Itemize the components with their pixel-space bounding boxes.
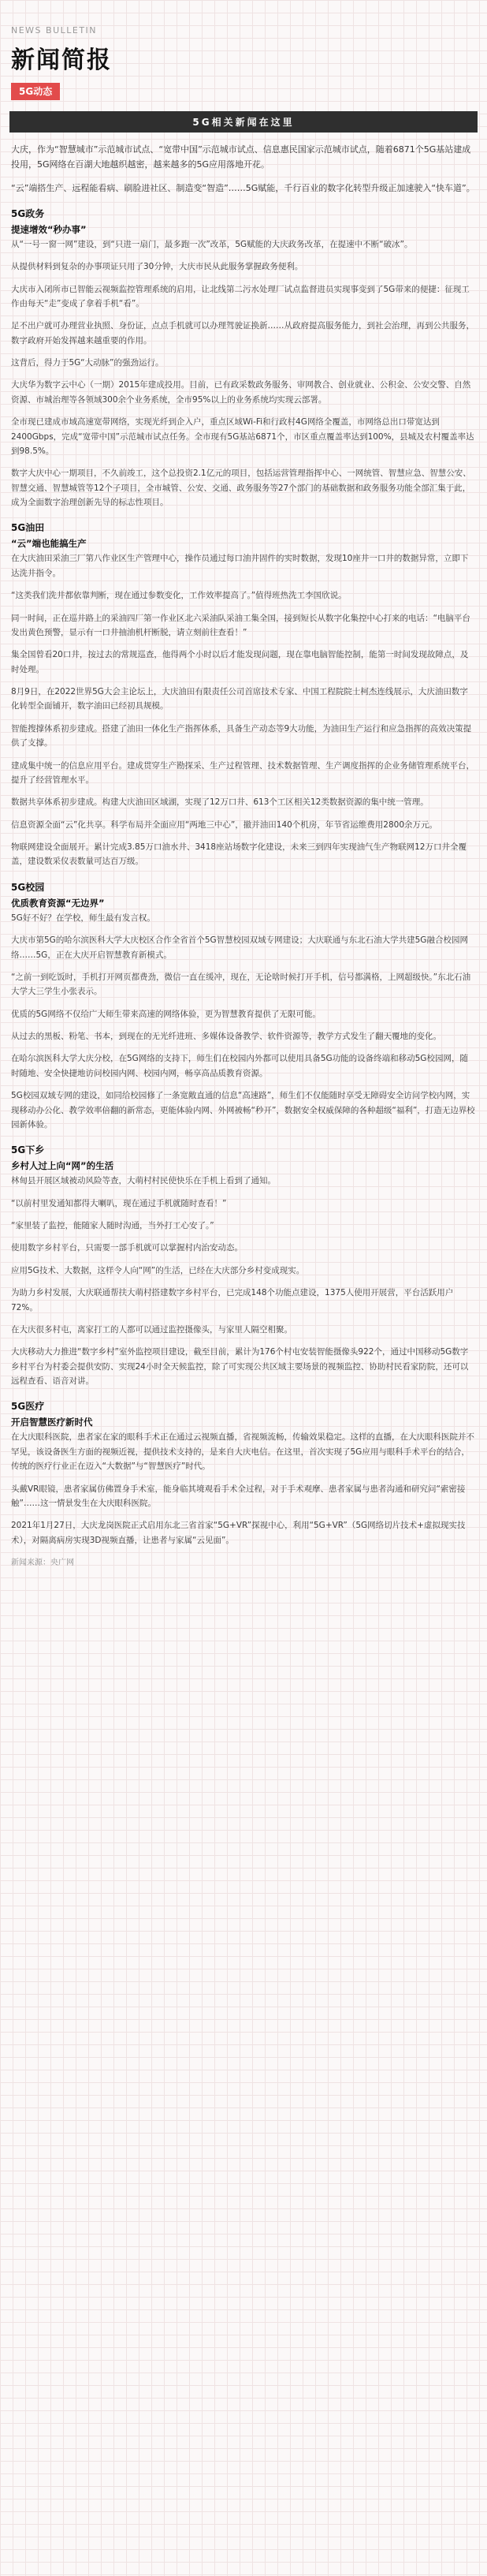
section-paragraph: 头戴VR眼镜，患者家属仿佛置身手术室，能身临其境观看手术全过程，对于手术观摩、患者家属与患者沟通和研究问“索密接触”……这一情景发生在大庆眼科医院。 <box>11 1484 466 1508</box>
source-note: 新闻来源：央广网 <box>11 1559 74 1567</box>
section-paragraph: 从“一号一窗一网”建设，到“只进一扇门，最多跑一次”改革，5G赋能的大庆政务改革，在提速中不断“破冰”。 <box>11 239 413 249</box>
intro-paragraph: 大庆，作为“智慧城市”示范城市试点、“宽带中国”示范城市试点、信息惠民国家示范城市试点，随着6871个5G基站建成投用，5G网络在百湖大地越织越密，越来越多的5G应用落地开花。 <box>11 144 471 170</box>
section-title: 5G校园 <box>11 881 45 893</box>
section-paragraph: 大庆华为数字云中心（一期）2015年建成投用。目前，已有政采数政务服务、审网教合、创业就业、公积金、公安交警、自然资源、市城治理等各领域300余个业务系统，全市95%以上的业务系统均实现云部署。 <box>11 380 471 405</box>
headline-banner: 5G相关新闻在这里 <box>9 111 478 133</box>
section-paragraph: 全市现已建成市域高速宽带网络，实现光纤到企入户，重点区域Wi-Fi和行政村4G网络全覆盖，市网络总出口带宽达到2400Gbps，完成“宽带中国”示范城市试点任务。全市现有5G基站6871个，市区重点覆盖率达到100%，县城及农村覆盖率达到98.5%。 <box>11 417 474 456</box>
intro <box>11 142 476 196</box>
section-paragraph: 8月9日，在2022世界5G大会主论坛上，大庆油田有限责任公司首席技术专家、中国工程院院士柯杰连线展示，大庆油田数字化转型全面铺开，数字油田已经初具规模。 <box>11 687 468 711</box>
section-paragraph: 优质的5G网络不仅给广大师生带来高速的网络体验，更为智慧教育提供了无限可能。 <box>11 1009 321 1019</box>
section-paragraph: “之前一到吃饭时，手机打开网页都费劲，微信一直在缓冲，现在，无论啥时候打开手机，信号都满格，上网超级快。”东北石油大学大三学生小张表示。 <box>11 972 471 997</box>
section-paragraph: 5G校园双域专网的建设，如同给校园修了一条宽敞直通的信息“高速路”，师生们不仅能随时享受无障碍安全访问学校内网，实现移动办公化、教学效率倍翻的新常态，更能体验内网、外网被畅“秒开”，数据安全权威保障的各种超级“福利”，打造无边界校园新体验。 <box>11 1091 475 1129</box>
masthead-kicker: NEWS BULLETIN <box>11 25 98 35</box>
section-title: 5G油田 <box>11 522 45 534</box>
section-paragraph: 大庆移动大力推进“数字乡村”室外监控项目建设，截至目前，累计为176个村屯安装智能摄像头922个，通过中国移动5G数字乡村平台为村委会提供安防、实现24小时全天候监控，除了可实现公共区域主要场景的视频监控、协助村民看家防院，还可以远程查看、语音对讲。 <box>11 1347 469 1386</box>
section-paragraph: 在大庆眼科医院，患者家在家的眼科手术正在通过云视频直播，省视频流畅，传输效果稳定。这样的直播，在大庆眼科医院并不罕见，该设备医生方面的视频近视，提供技术支持的，是来自大庆电信。在这里，首次实现了5G应用与眼科手术平台的结合，传统的医疗行业正在迈入“大数据”与“智慧医疗”时代。 <box>11 1432 474 1472</box>
section-subtitle: 开启智慧医疗新时代 <box>11 1417 93 1428</box>
section-paragraph: 数字大庆中心一期项目，不久前竣工，这个总投资2.1亿元的项目，包括运营管理指挥中心、一网统管、智慧应急、智慧公安、智慧交通、智慧城管等12个子项目，全市城管、公安、交通、政务服务等27个部门的基础数据和政务服务功能全部汇集于此，成为全面数字治理创新先导的标志性项目。 <box>11 469 471 507</box>
section <box>11 1143 476 1388</box>
section-subtitle: “云”端也能搞生产 <box>11 538 87 550</box>
section-subtitle: 优质教育资源“无边界” <box>11 897 105 909</box>
section <box>11 1399 476 1547</box>
section-paragraph: 智能搜撑体系初步建成。搭建了油田一体化生产指挥体系，具备生产动态等9大功能，为油田生产运行和应急指挥的高效决策提供了支撑。 <box>11 723 472 749</box>
section-paragraph: 5G好不好？在学校，师生最有发言权。 <box>11 913 155 923</box>
section-paragraph: 林甸县开展区域被动风险等查，大萌村村民使快乐在手机上看到了通知。 <box>11 1176 276 1186</box>
category-tag: 5G动态 <box>11 83 60 100</box>
section-paragraph: 使用数字乡村平台，只需要一部手机就可以掌握村内治安动态。 <box>11 1243 243 1253</box>
section-subtitle: 提速增效“秒办事” <box>11 223 87 235</box>
section-paragraph: 大庆市入闭所市已智能云视频监控管理系统的启用，让北线第二污水处理厂试点监督进员实现事变到了5G带来的便捷：征现工作由每天“走”变成了拿着手机“看”。 <box>11 284 470 308</box>
section-paragraph: 从提供材料到复杂的办事项证只用了30分钟，大庆市民从此服务掌握政务便利。 <box>11 262 303 272</box>
section <box>11 880 476 1133</box>
page-title: 新闻简报 <box>11 47 112 74</box>
section-paragraph: 在大庆油田采油三厂第八作业区生产管理中心，操作员通过每口油井固件的实时数据，发现10座井一口井的数据异常，立即下达洗井指令。 <box>11 554 469 578</box>
section-paragraph: 集全国曾看20口井，按过去的常规巡查，他得两个小时以后才能发现问题，现在靠电脑智能控制，能第一时间发现故障点，及时处理。 <box>11 650 469 674</box>
section-paragraph: 同一时间，正在巡井路上的采油四厂第一作业区北六采油队采油工集全国，接到短长从数字化集控中心打来的电话：“电脑平台发出黄色预警，显示有一口井抽油机杆断脱，请立刻前往查看！” <box>11 613 470 637</box>
section-paragraph: 应用5G技术、大数据，这样令人向“网”的生活，已经在大庆部分乡村变成现实。 <box>11 1265 305 1275</box>
section-paragraph: 足不出户就可办理营业执照、身份证，点点手机就可以办理驾驶证换新……从政府提高服务能力，到社会治理，再到公共服务，数字政府开始发挥越来越重要的作用。 <box>11 321 474 345</box>
section-paragraph: 大庆市第5G的哈尔滨医科大学大庆校区合作全省首个5G智慧校园双域专网建设；大庆联通与东北石油大学共建5G融合校园网络……5G，正在大庆开启智慧教育新模式。 <box>11 935 468 960</box>
masthead <box>9 25 478 100</box>
section-paragraph: 2021年1月27日，大庆龙岗医院正式启用东北三省首家“5G+VR”探视中心，利用“5G+VR”（5G网络切片技术+虚拟现实技术），对隔离病房实现3D视频直播，让患者与家属“云见面”。 <box>11 1521 466 1545</box>
section-subtitle: 乡村人过上向“网”的生活 <box>11 1160 114 1172</box>
section-paragraph: 在大庆很多村屯，离家打工的人都可以通过监控摄像头，与家里人隔空相聚。 <box>11 1324 292 1335</box>
section-paragraph: 在哈尔滨医科大学大庆分校，在5G网络的支持下，师生们在校园内外都可以使用具备5G功能的设备终端和移动5G校园网，随时随地、安全快捷地访问校园内网、校园内网，畅享高品质教育资源。 <box>11 1054 468 1078</box>
article-body <box>9 142 478 1567</box>
section-paragraph: 这背后，得力于5G“大动脉”的强劲运行。 <box>11 358 164 368</box>
section-title: 5G医疗 <box>11 1401 45 1413</box>
section-title: 5G下乡 <box>11 1144 45 1156</box>
section-paragraph: “家里装了监控，能随家人随时沟通，当外打工心安了。” <box>11 1221 214 1230</box>
section-paragraph: 从过去的黑板、粉笔、书本，到现在的无光纤进班、多媒体设备教学、软件资源等，教学方式发生了翻天覆地的变化。 <box>11 1032 441 1041</box>
intro-paragraph: “云”端搭生产、远程能看病、刷脸进社区、制造变“智造”……5G赋能，千行百业的数字化转型升级正加速驶入“快车道”。 <box>11 182 475 193</box>
section-paragraph: 为助力乡村发展，大庆联通帮扶大萌村搭建数字乡村平台，已完成148个功能点建设，1375人使用开展营，平台活跃用户72%。 <box>11 1288 454 1312</box>
section-paragraph: “以前村里发通知都得大喇叭，现在通过手机就随时查看！” <box>11 1198 227 1208</box>
section-paragraph: 信息资源全面“云”化共享。科学布局并全面应用“两地三中心”，撤并油田140个机房，年节省运维费用2800余万元。 <box>11 819 438 830</box>
section <box>11 521 476 868</box>
section-paragraph: 物联网建设全面展开。累计完成3.85万口油水井、3418座站场数字化建设，未来三到四年实现油气生产物联网12万口井全覆盖，建设数采仪表数量可达百万级。 <box>11 842 467 867</box>
section-title: 5G政务 <box>11 207 45 219</box>
section-paragraph: 数据共享体系初步建成。构建大庆油田区域湖，实现了12万口井、613个工区相关12类数据资源的集中统一管理。 <box>11 797 429 808</box>
section <box>11 207 476 510</box>
section-paragraph: 建成集中统一的信息应用平台。建成贯穿生产勘探采、生产过程管理、技术数据管理、生产调度指挥的企业务储管理系统平台，提升了经营管理水平。 <box>11 760 474 785</box>
section-paragraph: “这类我们洗井都依靠判断，现在通过参数变化，工作效率提高了。”值得班热洗工李国欣说。 <box>11 591 347 601</box>
